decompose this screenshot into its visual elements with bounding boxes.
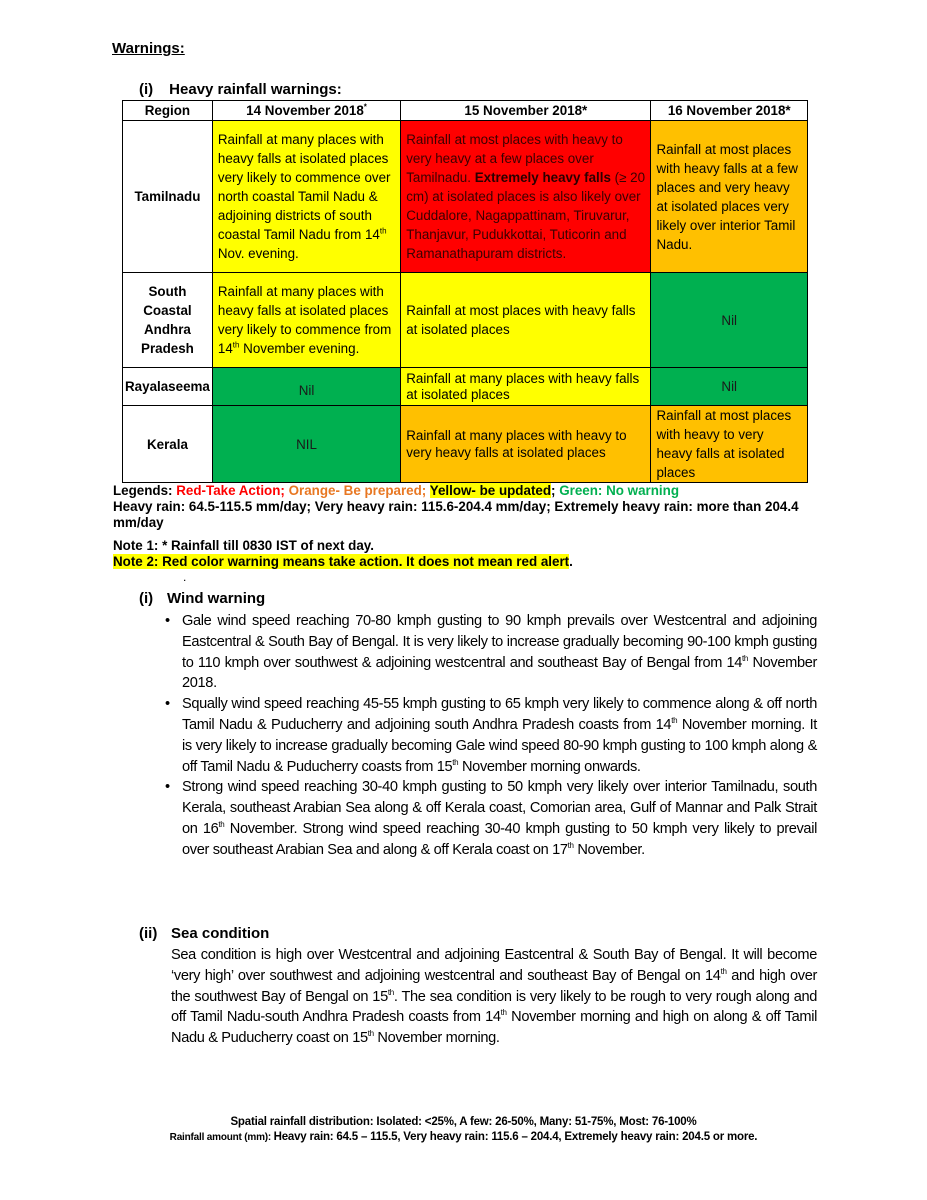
sea-condition-paragraph: Sea condition is high over Westcentral and adjoining Eastcentral & South Bay of Bengal. It will become ‘very high’ over southwest and adjoining westcentral and southeast Bay of Bengal on 14th and high over the southwest Bay of Bengal on 15th. The sea condition is very likely to be rough to very rough along and off Tamil Nadu-south Andhra Pradesh coasts from 14th November morning and high on along & off Tamil Nadu & Puducherry coast on 15th November morning. (171, 947, 818, 1047)
table-header-row (123, 101, 808, 121)
footer-rainfall-amount: Rainfall amount (mm): Heavy rain: 64.5 – 115.5, Very heavy rain: 115.6 – 204.4, Extremely heavy rain: 204.5 or more. (169, 1131, 758, 1143)
legend-green: Green: No warning (559, 483, 680, 498)
region-cell: South Coastal Andhra Pradesh (123, 273, 213, 368)
section-title: Sea condition (171, 925, 270, 942)
warning-cell-green: Nil (651, 273, 808, 368)
note-1: Note 1: * Rainfall till 0830 IST of next day. (113, 538, 374, 553)
warning-cell-orange: Rainfall at most places with heavy to very heavy falls at isolated places (651, 406, 808, 483)
bullet-icon: • (165, 696, 171, 713)
list-item: • Gale wind speed reaching 70-80 kmph gusting to 90 kmph prevails over Westcentral and adjoining Eastcentral & South Bay of Bengal. It is very likely to increase gradually becoming 90-100 kmph gusting to 110 kmph over southwest & adjoining westcentral and southeast Bay of Bengal from 14th November 2018. (165, 613, 817, 692)
legend-label: Legends: (113, 483, 177, 498)
region-cell: Rayalaseema (123, 368, 213, 406)
warning-cell-green: Nil (651, 368, 808, 406)
rain-thresholds: Heavy rain: 64.5-115.5 mm/day; Very heavy rain: 115.6-204.4 mm/day; Extremely heavy rain: more than 204.4 mm/day (113, 499, 799, 530)
header-15-nov: 15 November 2018* (401, 101, 651, 121)
stray-dot: . (183, 570, 187, 584)
region-cell: Tamilnadu (123, 121, 213, 273)
sea-condition-heading (139, 925, 269, 942)
note-2: Note 2: Red color warning means take action. It does not mean red alert. (113, 554, 573, 569)
legend-red: Red-Take Action; (176, 483, 285, 498)
bullet-icon: • (165, 613, 171, 629)
warning-cell-yellow: Rainfall at most places with heavy falls at isolated places (401, 273, 651, 368)
table-row-kerala (123, 406, 808, 483)
warning-cell-red: Rainfall at most places with heavy to very heavy at a few places over Tamilnadu. Extremely heavy falls (≥ 20 cm) at isolated places is also likely over Cuddalore, Nagappattinam, Tiruvarur, Thanjavur, Pudukkottai, Tuticorin and Ramanathapuram districts. (401, 121, 651, 273)
rainfall-warning-table (122, 100, 808, 483)
region-cell: Kerala (123, 406, 213, 483)
legend-orange: Orange- Be prepared; (284, 483, 427, 498)
warning-cell-yellow: Rainfall at many places with heavy falls at isolated places very likely to commence over north coastal Tamil Nadu & adjoining districts of south coastal Tamil Nadu from 14th Nov. evening. (212, 121, 400, 273)
table-row-tamilnadu (123, 121, 808, 273)
warning-cell-orange: Rainfall at many places with heavy to very heavy falls at isolated places (401, 406, 651, 483)
warning-cell-yellow: Rainfall at many places with heavy falls at isolated places (401, 368, 651, 406)
warnings-title: Warnings: (112, 40, 185, 57)
table-row-south-coastal-andhra-pradesh (123, 273, 808, 368)
wind-warning-heading (139, 590, 265, 607)
legend-block (113, 483, 813, 531)
table-row-rayalaseema (123, 368, 808, 406)
color-legend: Legends: Red-Take Action; Orange- Be prepared; Yellow- be updated; Green: No warning (113, 483, 680, 498)
warning-cell-green: Nil (212, 368, 400, 406)
list-item: • Strong wind speed reaching 30-40 kmph gusting to 50 kmph very likely over interior Tamilnadu, south Kerala, southeast Arabian Sea along & off Kerala coast, Comorian area, Gulf of Mannar and Palk Strait on 16th November. Strong wind speed reaching 30-40 kmph gusting to 50 kmph very likely to prevail over southeast Arabian Sea and along & off Kerala coast on 17th November. (165, 779, 817, 858)
section-number: (i) (139, 590, 154, 607)
heavy-rainfall-heading (139, 81, 342, 98)
list-item: • Squally wind speed reaching 45-55 kmph gusting to 65 kmph very likely to commence along & off north Tamil Nadu & Puducherry and adjoining south Andhra Pradesh coasts from 14th November morning. It is very likely to increase gradually becoming Gale wind speed 80-90 kmph gusting to 100 kmph along & off Tamil Nadu & Puducherry coasts from 15th November morning onwards. (165, 696, 817, 775)
section-number: (ii) (139, 925, 158, 942)
warning-cell-yellow: Rainfall at many places with heavy falls at isolated places very likely to commence from 14th November evening. (212, 273, 400, 368)
section-title: Wind warning (167, 590, 266, 607)
footnote-mark: * (363, 102, 367, 112)
bullet-icon: • (165, 779, 171, 796)
header-16-nov: 16 November 2018* (651, 101, 808, 121)
header-14-nov: 14 November 2018* (212, 101, 400, 121)
footer-spatial-distribution: Spatial rainfall distribution: Isolated: <25%, A few: 26-50%, Many: 51-75%, Most: 76-100% (230, 1116, 697, 1128)
wind-warning-list (165, 611, 817, 861)
warning-cell-green: NIL (212, 406, 400, 483)
legend-yellow: Yellow- be updated (429, 483, 552, 498)
section-number: (i) (139, 81, 154, 98)
header-region: Region (123, 101, 213, 121)
section-title: Heavy rainfall warnings: (169, 81, 342, 98)
warning-cell-orange: Rainfall at most places with heavy falls at a few places and very heavy at isolated places very likely over interior Tamil Nadu. (651, 121, 808, 273)
